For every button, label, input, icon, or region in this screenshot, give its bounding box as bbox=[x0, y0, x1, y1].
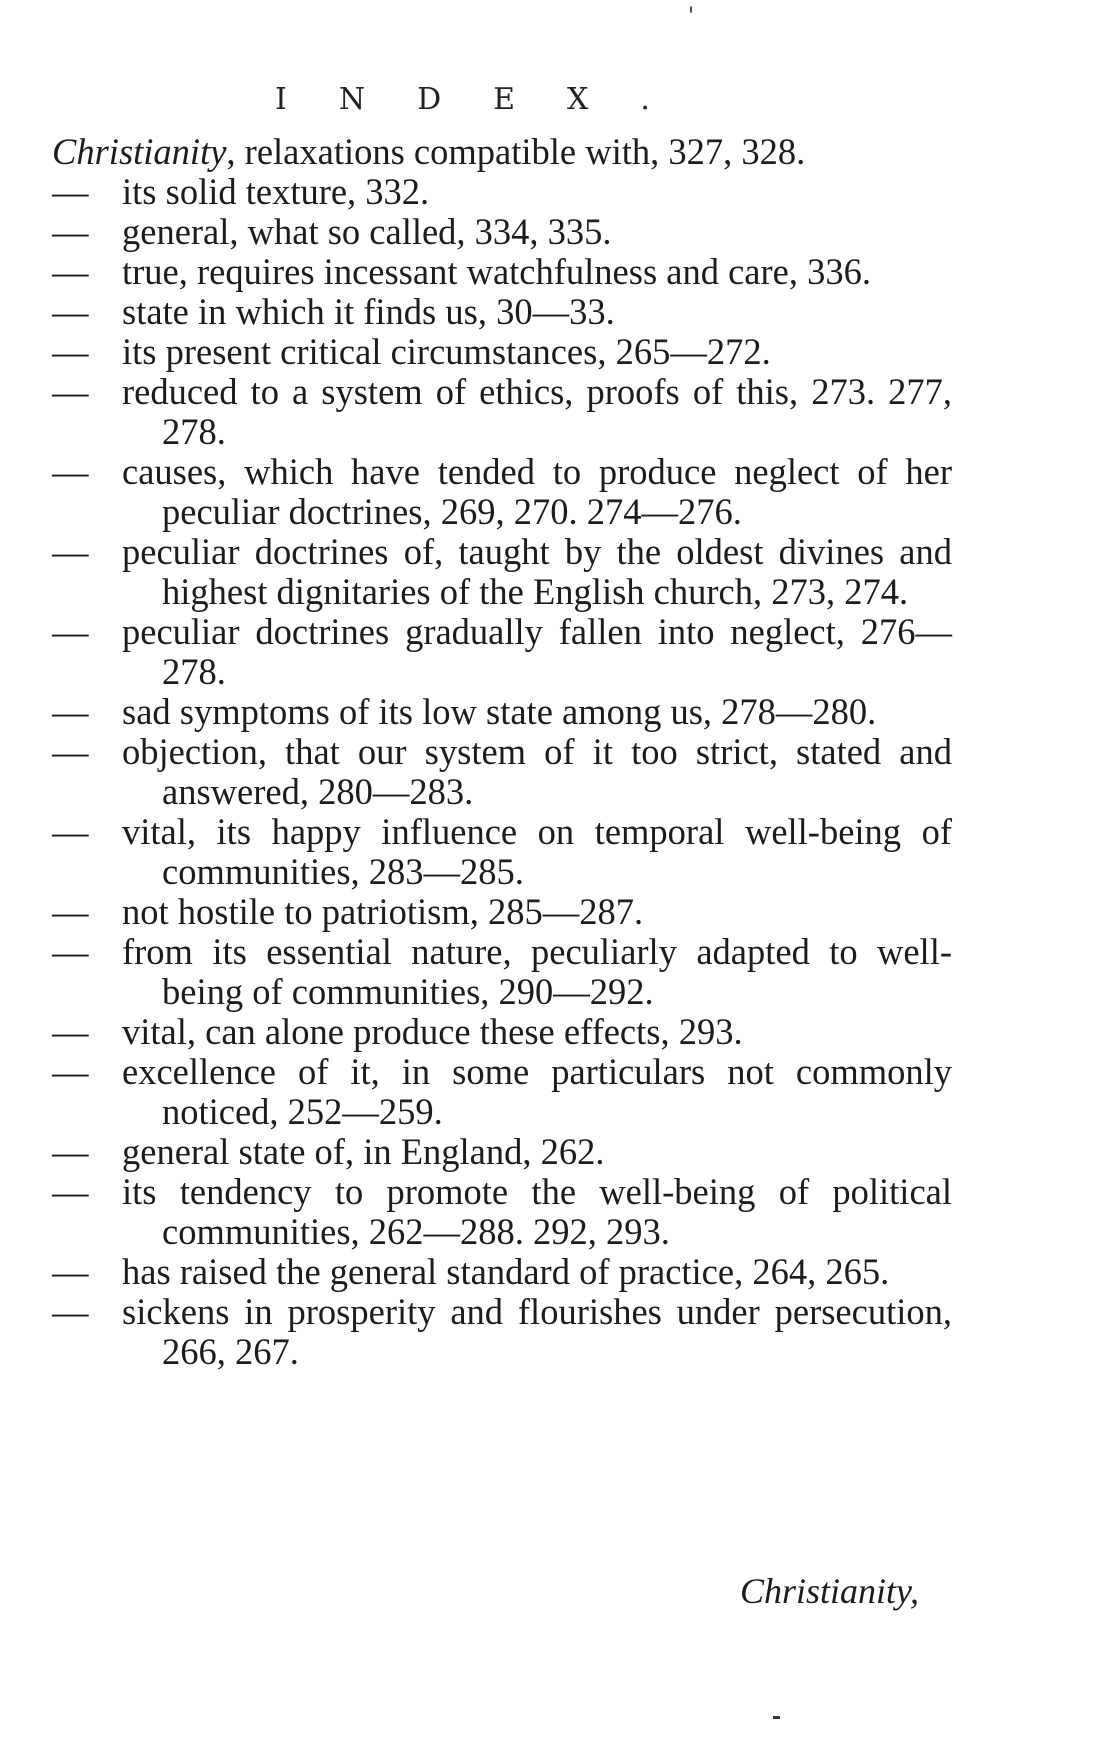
index-entry bbox=[52, 372, 952, 452]
entry-dash: — bbox=[52, 211, 87, 252]
index-entry-text: peculiar doctrines of, taught by the oldest divines and highest dignitaries of the English church, 273, 274. bbox=[122, 531, 952, 612]
entry-dash: — bbox=[52, 331, 87, 372]
index-entry-text: objection, that our system of it too strict, stated and answered, 280—283. bbox=[122, 731, 952, 812]
entry-dash: — bbox=[52, 931, 87, 972]
entry-dash: — bbox=[52, 1171, 87, 1212]
index-entry bbox=[52, 1172, 952, 1252]
index-topic: Christianity bbox=[52, 131, 227, 172]
index-entry bbox=[52, 292, 952, 332]
entry-dash: — bbox=[52, 1011, 87, 1052]
index-entry-text: , relaxations compatible with, 327, 328. bbox=[226, 131, 806, 172]
entry-dash: — bbox=[52, 291, 87, 332]
entry-dash: — bbox=[52, 1131, 87, 1172]
entry-dash: — bbox=[52, 811, 87, 852]
index-entry bbox=[52, 692, 952, 732]
index-entry-text: general, what so called, 334, 335. bbox=[122, 211, 612, 252]
entry-dash: — bbox=[52, 1291, 87, 1332]
entry-dash: — bbox=[52, 251, 87, 292]
index-entry-text: from its essential nature, peculiarly adapted to well-being of communities, 290—292. bbox=[122, 931, 952, 1012]
index-entry bbox=[52, 732, 952, 812]
index-entry-text: true, requires incessant watchfulness and care, 336. bbox=[122, 251, 871, 292]
index-entry bbox=[52, 172, 952, 212]
index-entry bbox=[52, 212, 952, 252]
index-entry-text: excellence of it, in some particulars not commonly noticed, 252—259. bbox=[122, 1051, 952, 1132]
index-entry bbox=[52, 532, 952, 612]
index-entry-text: sickens in prosperity and flourishes under persecution, 266, 267. bbox=[122, 1291, 952, 1372]
index-entry-main bbox=[52, 132, 952, 172]
index-entry bbox=[52, 332, 952, 372]
index-entry-text: peculiar doctrines gradually fallen into neglect, 276—278. bbox=[122, 611, 952, 692]
index-heading: INDEX. bbox=[275, 82, 702, 117]
entry-dash: — bbox=[52, 171, 87, 212]
index-entry-text: its solid texture, 332. bbox=[122, 171, 430, 212]
entry-dash: — bbox=[52, 691, 87, 732]
index-entry bbox=[52, 1252, 952, 1292]
index-entry bbox=[52, 1012, 952, 1052]
index-entry bbox=[52, 1292, 952, 1372]
catchword: Christianity, bbox=[740, 1571, 920, 1611]
index-entry-text: state in which it finds us, 30—33. bbox=[122, 291, 615, 332]
index-entry-text: its present critical circumstances, 265—272. bbox=[122, 331, 771, 372]
index-entry-text: reduced to a system of ethics, proofs of this, 273. 277, 278. bbox=[122, 371, 952, 452]
index-entry-text: vital, can alone produce these effects, 293. bbox=[122, 1011, 743, 1052]
entry-dash: — bbox=[52, 731, 87, 772]
index-entry-text: has raised the general standard of practice, 264, 265. bbox=[122, 1251, 890, 1292]
entry-dash: — bbox=[52, 451, 87, 492]
index-entry-text: its tendency to promote the well-being of political communities, 262—288. 292, 293. bbox=[122, 1171, 952, 1252]
index-entry-text: general state of, in England, 262. bbox=[122, 1131, 605, 1172]
index-entry-text: sad symptoms of its low state among us, 278—280. bbox=[122, 691, 877, 732]
entry-dash: — bbox=[52, 1251, 87, 1292]
index-entry bbox=[52, 892, 952, 932]
entry-dash: — bbox=[52, 371, 87, 412]
entry-dash: — bbox=[52, 611, 87, 652]
index-entry bbox=[52, 612, 952, 692]
index-entry bbox=[52, 932, 952, 1012]
page-top-mark: ' bbox=[688, 4, 695, 29]
index-entries bbox=[52, 132, 952, 1372]
entry-dash: — bbox=[52, 531, 87, 572]
index-entry-text: causes, which have tended to produce neglect of her peculiar doctrines, 269, 270. 274—276. bbox=[122, 451, 952, 532]
index-entry-text: not hostile to patriotism, 285—287. bbox=[122, 891, 644, 932]
index-entry bbox=[52, 452, 952, 532]
index-entry bbox=[52, 1132, 952, 1172]
ink-speck bbox=[773, 1716, 780, 1719]
index-entry-text: vital, its happy influence on temporal well-being of communities, 283—285. bbox=[122, 811, 952, 892]
index-entry bbox=[52, 252, 952, 292]
entry-dash: — bbox=[52, 1051, 87, 1092]
index-entry bbox=[52, 812, 952, 892]
index-entry bbox=[52, 1052, 952, 1132]
entry-dash: — bbox=[52, 891, 87, 932]
